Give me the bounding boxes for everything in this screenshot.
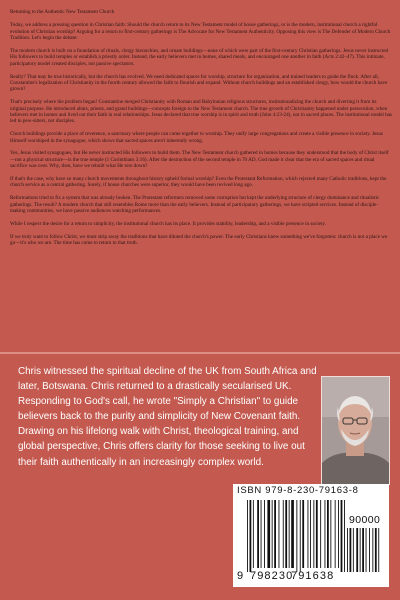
barcode-digits bbox=[233, 570, 389, 584]
barcode-bar bbox=[338, 500, 339, 568]
barcode-bar bbox=[350, 528, 352, 572]
barcode-bar bbox=[279, 500, 280, 568]
barcode-bar bbox=[289, 500, 290, 568]
barcode-bar bbox=[285, 500, 287, 568]
essay-paragraph-6: Yes, Jesus visited synagogues, but He never instructed His followers to build them. The New Testament church gathered in homes because they understood that the body of Christ itself—not a physical structure—is the true temple (1 Corinthians 3:16). After the destruction of the second temple in 70 AD, God made it clear that the era of sacred spaces and ritual sacrifice was over. Why, then, have we rebuilt what He tore down? bbox=[10, 150, 389, 170]
barcode-bar bbox=[272, 500, 273, 568]
barcode-bar bbox=[320, 500, 321, 568]
barcode-digit-first: 9 bbox=[237, 570, 245, 582]
essay-text-block bbox=[10, 9, 393, 253]
barcode-bar bbox=[316, 500, 318, 568]
barcode-bar bbox=[378, 528, 379, 572]
barcode-bar bbox=[274, 500, 276, 568]
barcode-bar bbox=[291, 500, 294, 568]
essay-paragraph-8: Reformations tried to fix a system that was already broken. The Protestant reformers removed some corruption but kept the underlying structure of clergy dominance and ritualistic gatherings. The result? A modern church that still resembles Rome more than the early believers. Instead of participatory gatherings, we have scripted services. Instead of disciple-making communities, we have passive audiences watching performances. bbox=[10, 195, 380, 215]
barcode-bar bbox=[353, 528, 354, 572]
author-bio: Chris witnessed the spiritual decline of the UK from South Africa and later, Botswana. Chris returned to a drastically secularised UK. Responding to God's call, he wrote "Simply a Christian" to guide believers back to the purity and simplicity of New Covenant faith. Drawing on his lifelong walk with Christ, theological training, and global perspective, Chris offers clarity for those seeking to live out their faith authentically in an increasingly complex world. bbox=[18, 366, 317, 468]
barcode-bar bbox=[261, 500, 262, 568]
barcode-bar bbox=[335, 500, 336, 568]
essay-paragraph-9: While I respect the desire for a return to simplicity, the institutional church has its place. It provides stability, leadership, and a visible presence in society. bbox=[10, 220, 326, 227]
essay-paragraph-4: That's precisely where the problem began! Constantine merged Christianity with Roman and Babylonian religious structures, institutionalizing the church and diverting it from its original purpose. He introduced altars, priests, and grand buildings—concepts foreign to the New Testament church. The true growth of Christianity happened under persecution, when believers met in homes and lived out their faith in real relationships. Jesus declared that true worship is in spirit and truth (John 4:23-24), not in sacred places. The institutional model has led to pew-sitters, not disciples. bbox=[10, 99, 392, 125]
barcode-bar bbox=[302, 500, 304, 568]
essay-paragraph-7: If that's the case, why have so many church movements throughout history upheld formal worship? Even the Protestant Reformation, which rejected many Catholic traditions, kept the church service as a central gathering. Surely, if house churches were superior, they would have been revived long ago. bbox=[10, 176, 387, 189]
isbn-label: ISBN 979-8-230-79163-8 bbox=[237, 485, 359, 496]
barcode-bar bbox=[247, 500, 248, 572]
barcode-bar bbox=[300, 500, 301, 572]
essay-title: Returning to the Authentic New Testament Church bbox=[10, 9, 115, 15]
barcode-bar bbox=[283, 500, 284, 568]
barcode-bar bbox=[267, 500, 270, 568]
barcode-bar bbox=[325, 500, 326, 568]
essay-paragraph-5: Church buildings provide a place of reverence, a sanctuary where people can come together to worship. They unify large congregations and create a visible presence in society. Jesus Himself worshiped in the synagogue, which shows that sacred spaces aren't inherently wrong. bbox=[10, 131, 383, 144]
barcode-bar bbox=[362, 528, 364, 572]
barcode-bar bbox=[257, 500, 259, 568]
barcode-bar bbox=[344, 500, 345, 572]
barcode-bar bbox=[347, 528, 348, 572]
barcode-bar bbox=[296, 500, 297, 572]
barcode-bar bbox=[366, 528, 367, 572]
barcode-bar bbox=[330, 500, 331, 568]
barcode-bar bbox=[341, 500, 343, 572]
barcode-bar bbox=[310, 500, 311, 568]
author-portrait-image bbox=[322, 377, 389, 484]
barcode-bar bbox=[250, 500, 252, 572]
essay-paragraph-3: Really? That may be true historically, but the church has evolved. We need dedicated spaces for worship, structure for organization, and trained leaders to guide the flock. After all, Constantine's legalization of Christianity in the fourth century allowed the faith to flourish and expand. Without church buildings and an established clergy, how would the church have grown? bbox=[10, 73, 388, 93]
barcode-bar bbox=[369, 528, 370, 572]
barcode-bar bbox=[372, 528, 373, 572]
barcode-bar bbox=[308, 500, 309, 568]
price-code: 90000 bbox=[349, 514, 381, 526]
barcode-bar bbox=[360, 528, 361, 572]
barcode-bar bbox=[327, 500, 329, 568]
barcode-bar bbox=[313, 500, 314, 568]
section-divider bbox=[0, 352, 400, 354]
essay-paragraph-2: The modern church is built on a foundation of rituals, clergy hierarchies, and ornate buildings—none of which were part of the first-century Christian gatherings. Jesus never instructed His followers to build temples or establish a priestly order. Instead, the early believers met in homes, shared meals, and encouraged one another in faith (Acts 2:42–47). This intimate, participatory model created disciples, not passive spectators. bbox=[10, 48, 389, 67]
essay-paragraph-10: If we truly want to follow Christ, we must strip away the traditions that have diluted the church's power. The early Christians knew something we've forgotten: church is not a place we go—it's who we are. The time has come to return to that truth. bbox=[10, 233, 388, 247]
barcode-bar bbox=[253, 500, 254, 568]
barcode-digits-right: 791638 bbox=[291, 570, 335, 582]
essay-paragraph-1: Today, we address a pressing question in Christian faith: Should the church return to its New Testament model of house gatherings, or is the modern, institutional church a rightful evolution of Christian worship? Arguing for a return to first-century gatherings is The Advocate for New Testament Authenticity. Opposing this view is The Defender of Modern Church Tradition. Let's begin the debate: bbox=[10, 22, 391, 42]
barcode-bar bbox=[356, 528, 358, 572]
barcode-bar bbox=[375, 528, 377, 572]
barcode-bar bbox=[264, 500, 265, 568]
isbn-barcode-box bbox=[233, 484, 389, 587]
author-photo bbox=[321, 376, 390, 485]
barcode-digits-left: 798230 bbox=[250, 570, 294, 582]
